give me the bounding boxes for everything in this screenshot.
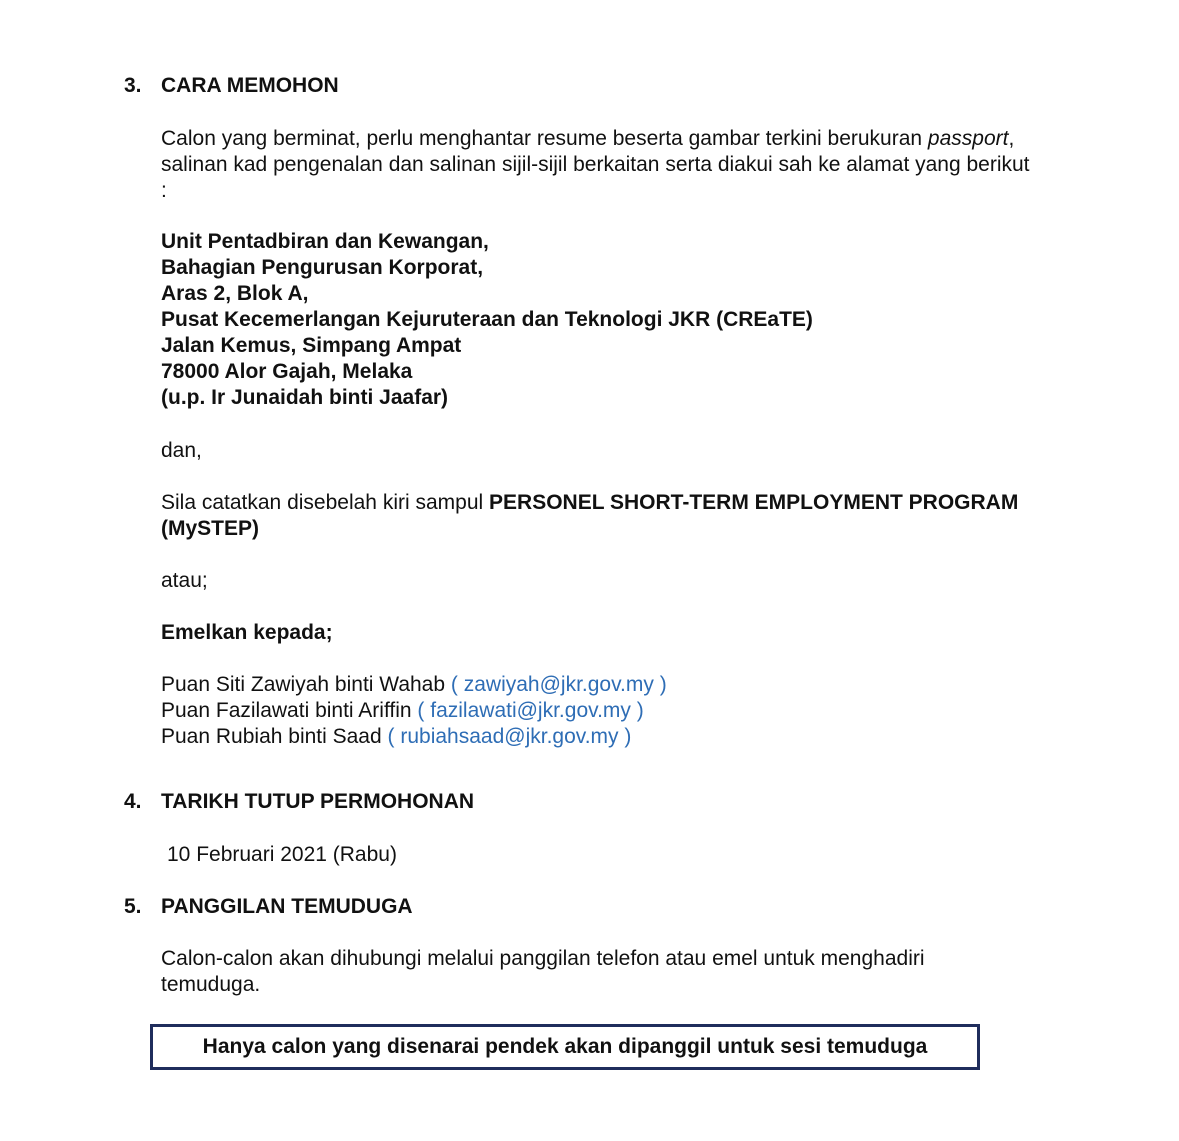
section-3-number: 3. [124,74,142,97]
shortlist-notice-text: Hanya calon yang disenarai pendek akan dipanggil untuk sesi temuduga [202,1035,928,1058]
contact-name: Puan Fazilawati binti Ariffin [161,699,412,722]
dan-text: dan, [161,439,202,462]
contact-name: Puan Siti Zawiyah binti Wahab [161,673,446,696]
address-line: (u.p. Ir Junaidah binti Jaafar) [161,386,449,409]
shortlist-notice-box [150,1024,980,1070]
envelope-note [161,490,1018,542]
address-line: Unit Pentadbiran dan Kewangan, [161,230,489,253]
section-5-title: PANGGILAN TEMUDUGA [161,895,413,918]
envelope-note-line-1 [161,490,1018,516]
contact-name: Puan Rubiah binti Saad [161,725,382,748]
closing-date: 10 Februari 2021 (Rabu) [167,843,397,866]
instructions-line-3: : [161,179,167,202]
section-3-title: CARA MEMOHON [161,74,339,97]
atau-text: atau; [161,569,208,592]
section-4-number: 4. [124,790,142,813]
interview-info-line-2: temuduga. [161,973,261,996]
section-4-title: TARIKH TUTUP PERMOHONAN [161,790,475,813]
instructions-line-1 [161,126,1030,152]
contact-item [161,724,667,750]
interview-info-line-1: Calon-calon akan dihubungi melalui panggilan telefon atau emel untuk menghadiri [161,947,925,970]
interview-info [161,946,925,998]
instructions-comma: , [1008,127,1015,150]
mailing-address [161,229,813,411]
envelope-note-prefix: Sila catatkan disebelah kiri sampul [161,491,490,514]
contact-email-link[interactable]: ( fazilawati@jkr.gov.my ) [417,699,644,722]
contact-item [161,698,667,724]
program-acronym: (MySTEP) [161,517,260,540]
address-line: Bahagian Pengurusan Korporat, [161,256,484,279]
contact-item [161,672,667,698]
passport-italic: passport [927,127,1009,150]
email-heading: Emelkan kepada; [161,621,333,644]
address-line: 78000 Alor Gajah, Melaka [161,360,413,383]
contact-email-link[interactable]: ( zawiyah@jkr.gov.my ) [450,673,667,696]
instructions-text: Calon yang berminat, perlu menghantar resume beserta gambar terkini berukuran [161,127,928,150]
section-5-number: 5. [124,895,142,918]
address-line: Pusat Kecemerlangan Kejuruteraan dan Teknologi JKR (CREaTE) [161,308,813,331]
address-line: Jalan Kemus, Simpang Ampat [161,334,462,357]
program-name: PERSONEL SHORT-TERM EMPLOYMENT PROGRAM [489,491,1019,514]
instructions-line-2: salinan kad pengenalan dan salinan sijil-sijil berkaitan serta diakui sah ke alamat yang berikut [161,153,1030,176]
contact-list [161,672,667,750]
contact-email-link[interactable]: ( rubiahsaad@jkr.gov.my ) [387,725,632,748]
address-line: Aras 2, Blok A, [161,282,309,305]
application-instructions [161,126,1030,204]
